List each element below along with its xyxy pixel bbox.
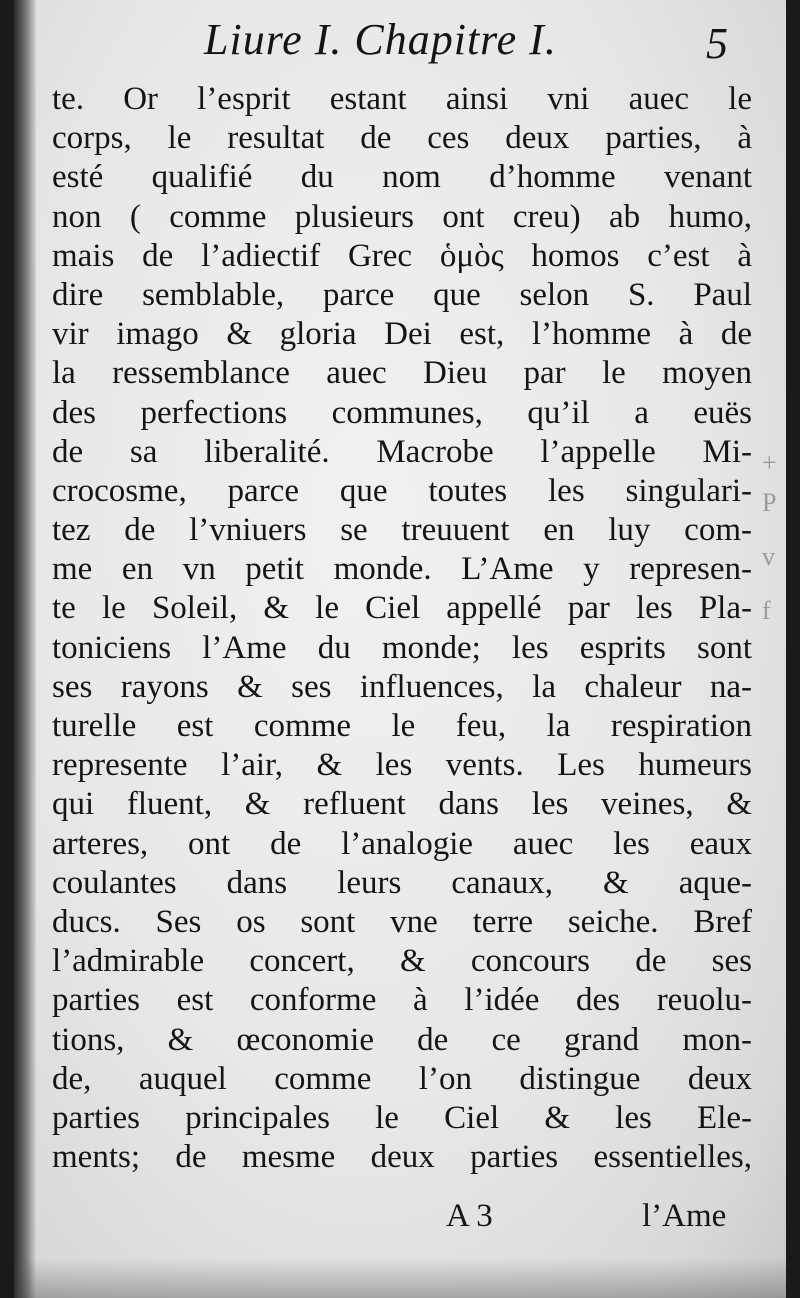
text-line: represente l’air, & les vents. Les humeurs: [52, 747, 752, 784]
text-line: arteres, ont de l’analogie auec les eaux: [52, 825, 752, 862]
text-line: corps, le resultat de ces deux parties, à: [52, 120, 752, 157]
text-line: mais de l’adiectif Grec ὁμὸς homos c’est à: [52, 237, 752, 274]
text-line: te. Or l’esprit estant ainsi vni auec le: [52, 81, 752, 117]
text-line: toniciens l’Ame du monde; les esprits sont: [52, 629, 752, 666]
text-line: turelle est comme le feu, la respiration: [52, 708, 752, 744]
text-line: l’admirable concert, & concours de ses: [52, 943, 752, 980]
catchword: l’Ame: [642, 1198, 727, 1234]
text-line: vir imago & gloria Dei est, l’homme à de: [52, 316, 752, 353]
text-line: des perfections communes, qu’il a euës: [52, 394, 752, 431]
margin-note: P: [762, 488, 777, 517]
margin-note: +: [762, 448, 777, 477]
margin-note: f: [762, 596, 771, 625]
text-line: de, auquel comme l’on distingue deux: [52, 1060, 752, 1097]
text-line: dire semblable, parce que selon S. Paul: [52, 276, 752, 313]
running-head: Liure I. Chapitre I.: [204, 15, 557, 64]
text-line: non ( comme plusieurs ont creu) ab humo,: [52, 198, 752, 235]
text-line: de sa liberalité. Macrobe l’appelle Mi-: [52, 433, 752, 470]
body-text: [52, 80, 752, 1177]
text-line: qui fluent, & refluent dans les veines, &: [52, 786, 752, 823]
page-bottom-shadow: [14, 1258, 786, 1298]
text-line: crocosme, parce que toutes les singulari-: [52, 472, 752, 509]
text-line: esté qualifié du nom d’homme venant: [52, 159, 752, 196]
margin-note: v: [762, 542, 775, 571]
text-line: coulantes dans leurs canaux, & aque-: [52, 864, 752, 901]
signature-mark: A 3: [446, 1198, 493, 1234]
page-header: [14, 10, 786, 70]
text-line: me en vn petit monde. L’Ame y represen-: [52, 551, 752, 588]
text-line: ducs. Ses os sont vne terre seiche. Bref: [52, 903, 752, 940]
text-line: te le Soleil, & le Ciel appellé par les Pla-: [52, 590, 752, 627]
text-line: la ressemblance auec Dieu par le moyen: [52, 355, 752, 392]
text-line: tions, & œconomie de ce grand mon-: [52, 1021, 752, 1058]
text-line: ments; de mesme deux parties essentielles,: [52, 1139, 752, 1176]
text-line: parties principales le Ciel & les Ele-: [52, 1099, 752, 1136]
text-line: parties est conforme à l’idée des reuolu-: [52, 982, 752, 1019]
text-line: ses rayons & ses influences, la chaleur na-: [52, 668, 752, 705]
text-line: tez de l’vniuers se treuuent en luy com-: [52, 512, 752, 549]
book-page: [14, 0, 786, 1298]
page-gutter-shadow: [14, 0, 36, 1298]
page-number: 5: [706, 19, 728, 68]
